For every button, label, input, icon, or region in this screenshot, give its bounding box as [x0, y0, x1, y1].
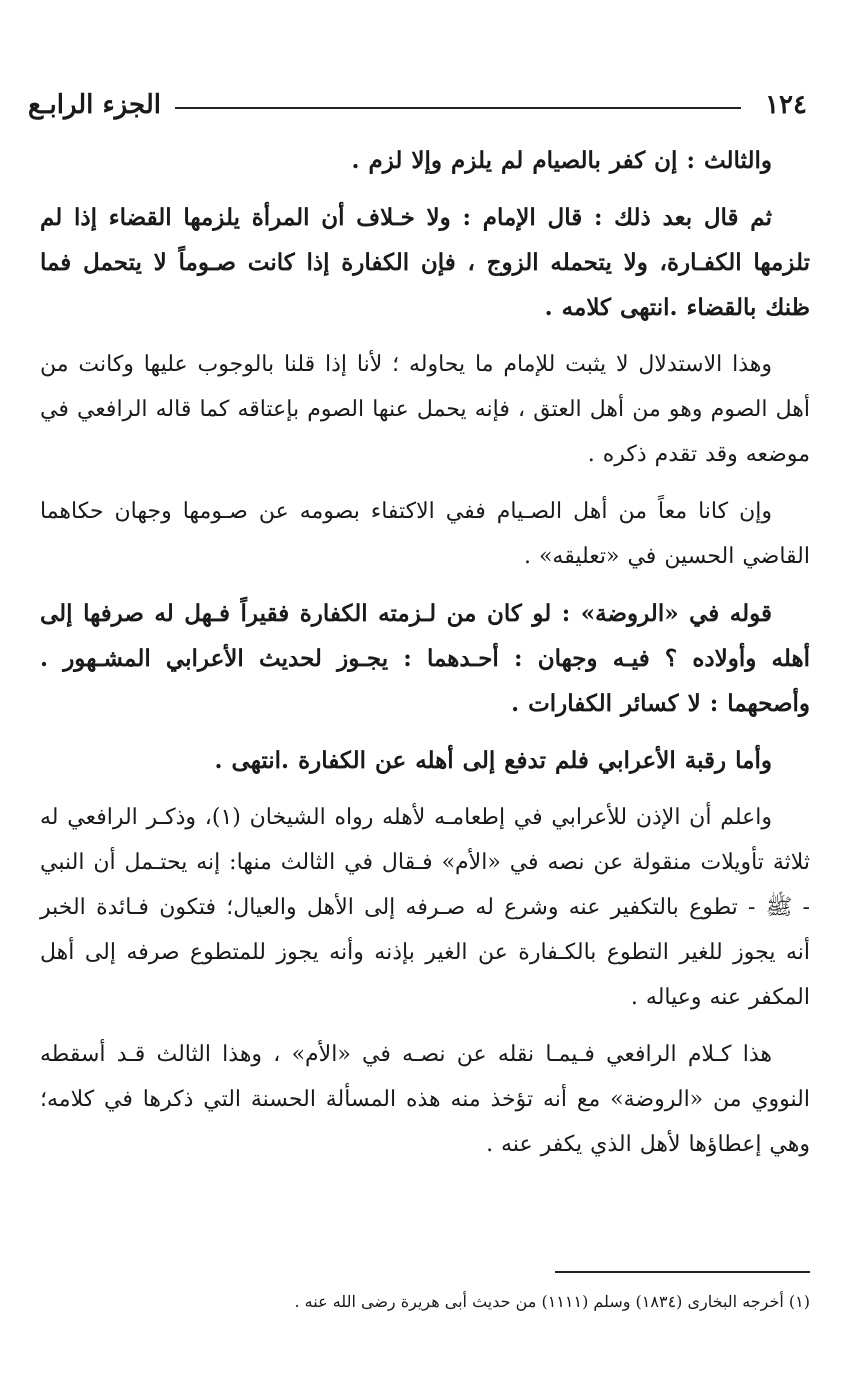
paragraph-text: والثالث : إن كفر بالصيام لم يلزم وإلا لزم . — [351, 147, 772, 174]
paragraph-text: وأما رقبة الأعرابي فلم تدفع إلى أهله عن الكفارة .انتهى . — [214, 747, 772, 774]
paragraph-text: وإن كانا معاً من أهل الصـيام ففي الاكتفاء بصومه عن صـومها وجهان حكاهما القاضي الحسين في «تعليقه» . — [40, 499, 810, 569]
page-body — [40, 138, 810, 1179]
paragraph-text: واعلم أن الإذن للأعرابي في إطعامـه لأهله رواه الشيخان (١)، وذكـر الرافعي له ثلاثة تأويلات منقولة عن نصه في «الأم» فـقال في الثالث منها: إنه يحتـمل أن النبي - ﷺ - تطوع بالتكفير عنه وشرع له صـرفه إلى الأهل والعيال؛ فتكون فـائدة الخبر أنه يجوز للغير التطوع بالكـفارة عن الغير بإذنه وأنه يجوز للمتطوع صرفه إلى أهل المكفر عنه وعياله . — [40, 805, 810, 1010]
paragraph-text: قوله في «الروضة» : لو كان من لـزمته الكفارة فقيراً فـهل له صرفها إلى أهله وأولاده ؟ فيـه وجهان : أحـدهما : يجـوز لحديث الأعرابي المشـهور . وأصحهما : لا كسائر الكفارات . — [40, 600, 810, 717]
page-header — [28, 80, 807, 130]
paragraph — [40, 1032, 810, 1167]
paragraph-text: وهذا الاستدلال لا يثبت للإمام ما يحاوله ؛ لأنا إذا قلنا بالوجوب عليها وكانت من أهل الصوم وهو من أهل العتق ، فإنه يحمل عنها الصوم بإعتاقه كما قاله الرافعي في موضعه وقد تقدم ذكره . — [40, 352, 810, 467]
running-title: الجزء الرابـع — [28, 90, 161, 120]
paragraph — [40, 591, 810, 726]
header-rule — [175, 107, 741, 109]
footnote-rule — [555, 1271, 810, 1273]
paragraph — [40, 195, 810, 330]
paragraph-text: هذا كـلام الرافعي فـيمـا نقله عن نصـه في «الأم» ، وهذا الثالث قـد أسقطه النووي من «الروضة» مع أنه تؤخذ منه هذه المسألة الحسنة التي ذكرها في كلامه؛ وهي إعطاؤها لأهل الذي يكفر عنه . — [40, 1042, 810, 1157]
footnote: (١) أخرجه البخارى (١٨٣٤) وسلم (١١١١) من حديث أبى هريرة رضى الله عنه . — [294, 1292, 810, 1311]
paragraph-text: ثم قال بعد ذلك : قال الإمام : ولا خـلاف أن المرأة يلزمها القضاء إذا لم تلزمها الكفـارة، ولا يتحمله الزوج ، فإن الكفارة إذا كانت صـوماً لا يتحمل فما ظنك بالقضاء .انتهى كلامه . — [40, 204, 810, 321]
paragraph — [40, 489, 810, 579]
paragraph — [40, 342, 810, 477]
page-number: ١٢٤ — [765, 90, 807, 120]
paragraph — [40, 138, 810, 183]
paragraph — [40, 738, 810, 783]
paragraph — [40, 795, 810, 1020]
